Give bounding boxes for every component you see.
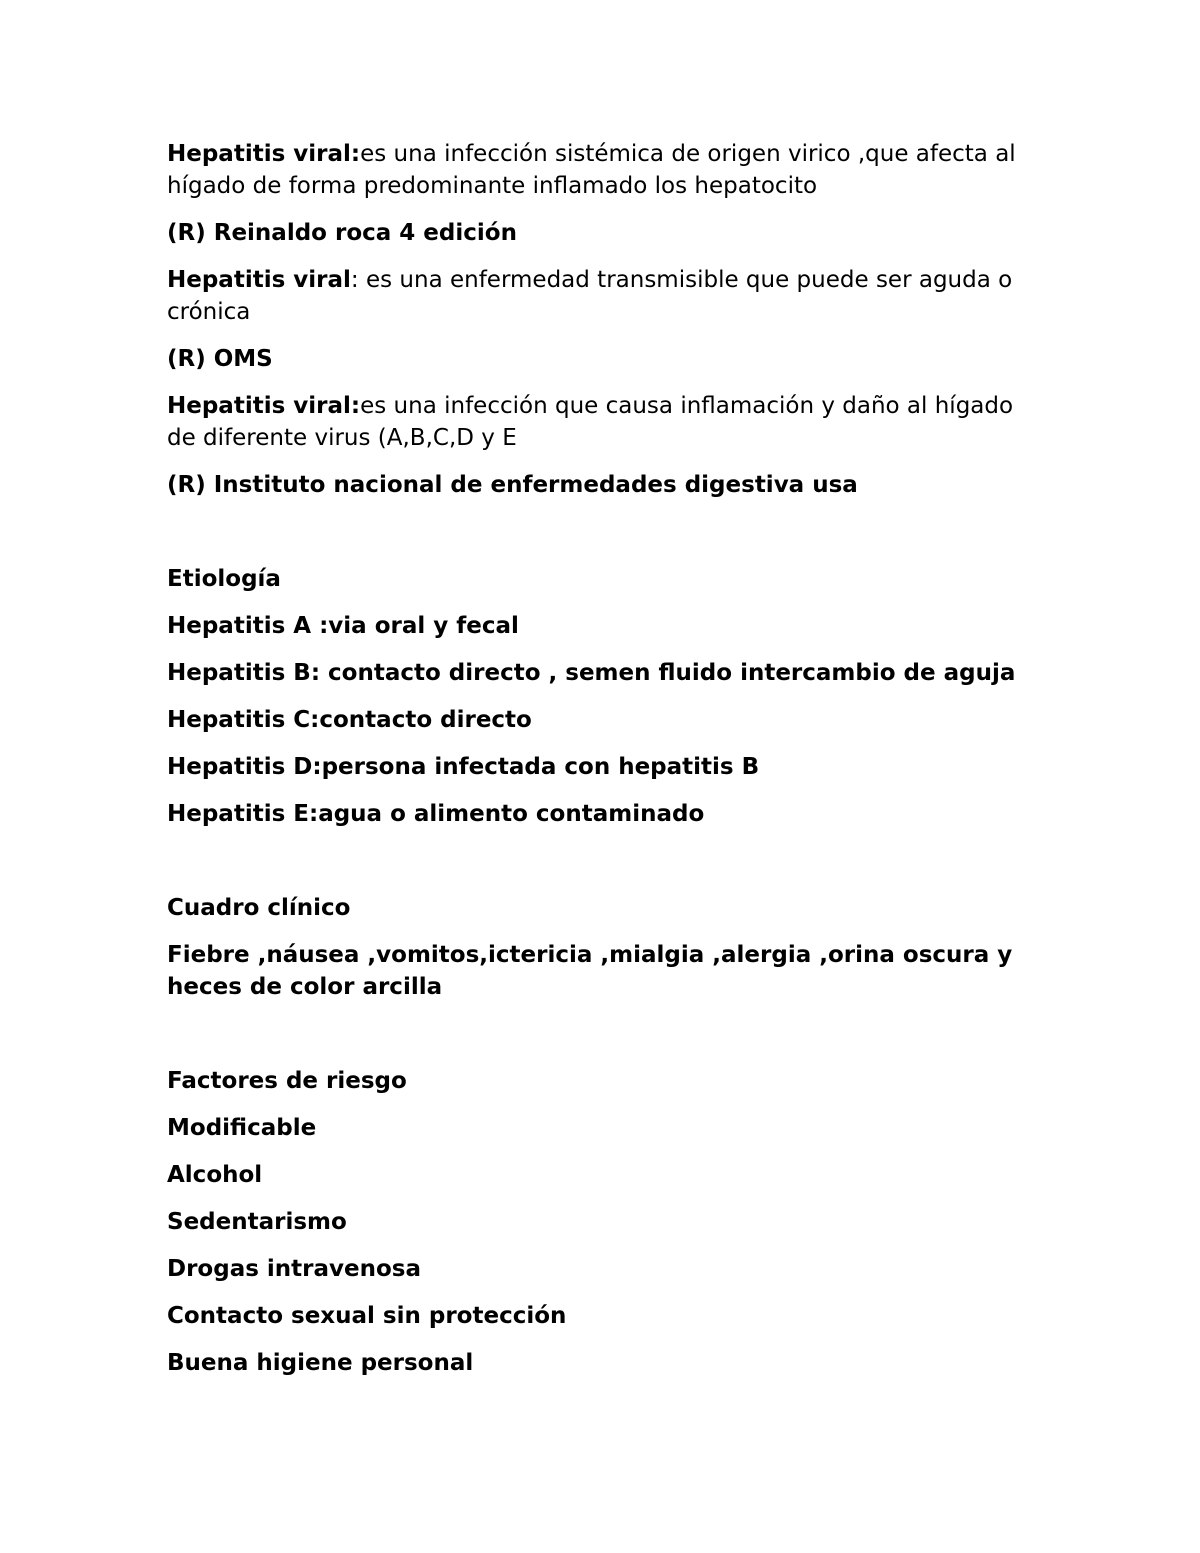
etiologia-item: Hepatitis D:persona infectada con hepatitis B bbox=[167, 754, 760, 780]
definition-1 bbox=[167, 138, 1047, 202]
definition-reference: (R) OMS bbox=[167, 346, 273, 372]
definition-term: Hepatitis viral bbox=[167, 267, 351, 293]
section-spacer bbox=[167, 516, 1047, 563]
section-spacer bbox=[167, 1018, 1047, 1065]
etiologia-item: Hepatitis C:contacto directo bbox=[167, 707, 532, 733]
definition-3 bbox=[167, 390, 1047, 454]
factores-riesgo-item: Modificable bbox=[167, 1115, 317, 1141]
definition-text: es una infección que causa inflamación y daño al hígado de diferente virus (A,B,C,D y E bbox=[167, 393, 1014, 451]
etiologia-item: Hepatitis B: contacto directo , semen fluido intercambio de aguja bbox=[167, 660, 1016, 686]
cuadro-clinico-heading: Cuadro clínico bbox=[167, 895, 351, 921]
factores-riesgo-item: Alcohol bbox=[167, 1162, 263, 1188]
factores-riesgo-heading: Factores de riesgo bbox=[167, 1068, 407, 1094]
etiologia-heading: Etiología bbox=[167, 566, 281, 592]
definition-2 bbox=[167, 264, 1047, 328]
definition-text: : es una enfermedad transmisible que puede ser aguda o crónica bbox=[167, 267, 1013, 325]
definition-term: Hepatitis viral: bbox=[167, 141, 361, 167]
factores-riesgo-item: Sedentarismo bbox=[167, 1209, 347, 1235]
definition-reference: (R) Reinaldo roca 4 edición bbox=[167, 220, 517, 246]
definition-reference: (R) Instituto nacional de enfermedades digestiva usa bbox=[167, 472, 858, 498]
etiologia-item: Hepatitis A :via oral y fecal bbox=[167, 613, 519, 639]
section-spacer bbox=[167, 845, 1047, 892]
definition-text: es una infección sistémica de origen virico ,que afecta al hígado de forma predominante inflamado los hepatocito bbox=[167, 141, 1016, 199]
cuadro-clinico-text: Fiebre ,náusea ,vomitos,ictericia ,mialgia ,alergia ,orina oscura y heces de color arcilla bbox=[167, 942, 1013, 1000]
document-page bbox=[167, 138, 1047, 1394]
etiologia-item: Hepatitis E:agua o alimento contaminado bbox=[167, 801, 705, 827]
factores-riesgo-item: Contacto sexual sin protección bbox=[167, 1303, 567, 1329]
definition-term: Hepatitis viral: bbox=[167, 393, 361, 419]
factores-riesgo-item: Buena higiene personal bbox=[167, 1350, 474, 1376]
factores-riesgo-item: Drogas intravenosa bbox=[167, 1256, 422, 1282]
